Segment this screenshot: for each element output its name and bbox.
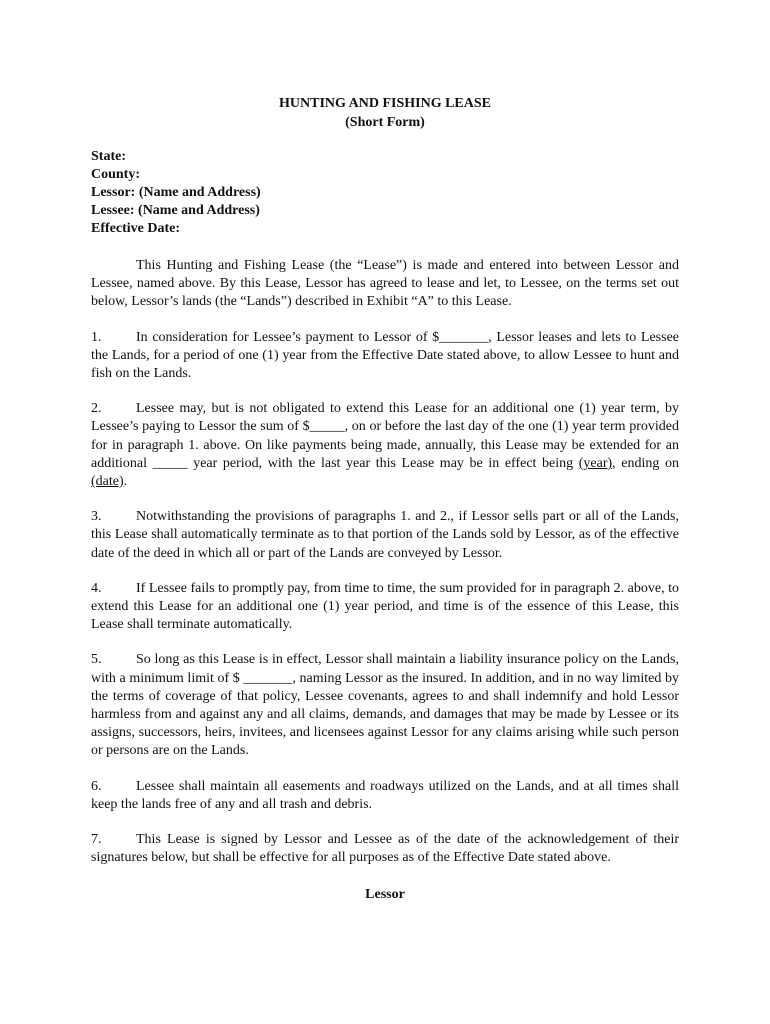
field-county: County: xyxy=(91,167,141,182)
field-effective-date: Effective Date: xyxy=(91,221,181,236)
signature-heading-lessor: Lessor xyxy=(365,887,405,902)
paragraph-text: This Lease is signed by Lessor and Lessee as of the date of the acknowledgement of their signatures below, but shall be effective for all purposes as of the Effective Date stated above. xyxy=(91,832,679,866)
paragraph-3 xyxy=(91,508,679,563)
paragraph-4 xyxy=(91,580,679,635)
blank-date: (date) xyxy=(91,474,124,490)
paragraph-text-end: . xyxy=(123,474,128,490)
blank-year: (year) xyxy=(578,455,613,471)
paragraph-text: If Lessee fails to promptly pay, from time to time, the sum provided for in paragraph 2. above, to extend this Lease for an additional one (1) year period, and time is of the essence of this Lease, this Lease shall terminate automatically. xyxy=(91,580,679,633)
field-lessee: Lessee: (Name and Address) xyxy=(91,203,260,218)
paragraph-text: Lessee shall maintain all easements and roadways utilized on the Lands, and at all times shall keep the lands free of any and all trash and debris. xyxy=(91,778,679,812)
header-fields xyxy=(91,148,261,238)
paragraph-number: 4. xyxy=(91,580,102,596)
paragraph-number: 3. xyxy=(91,509,102,525)
paragraph-5 xyxy=(91,651,679,760)
intro-paragraph: This Hunting and Fishing Lease (the “Lease”) is made and entered into between Lessor and Lessee, named above. By this Lease, Lessor has agreed to lease and let, to Lessee, on the terms set out below, Lessor’s lands (the “Lands”) described in Exhibit “A” to this Lease. xyxy=(91,258,679,310)
paragraph-7 xyxy=(91,831,679,867)
paragraph-number: 2. xyxy=(91,401,102,417)
paragraph-1 xyxy=(91,329,679,384)
paragraph-text: In consideration for Lessee’s payment to Lessor of $_______, Lessor leases and lets to Lessee the Lands, for a period of one (1) year from the Effective Date stated above, to allow Lessee to hunt and fish on the Lands. xyxy=(91,329,679,382)
paragraph-number: 6. xyxy=(91,778,102,794)
paragraph-text: Lessee may, but is not obligated to extend this Lease for an additional one (1) year term, by Lessee’s paying to Lessor the sum of $_____, on or before the last day of the one (1) year term provided for in paragraph 1. above. On like payments being made, annually, this Lease may be extended for an additional _____ year period, with the last year this Lease may be in effect being xyxy=(91,401,679,471)
field-lessor: Lessor: (Name and Address) xyxy=(91,185,261,200)
paragraph-text: Notwithstanding the provisions of paragraphs 1. and 2., if Lessor sells part or all of the Lands, this Lease shall automatically terminate as to that portion of the Lands sold by Lessor, as of the effective date of the deed in which all or part of the Lands are conveyed by Lessor. xyxy=(91,509,679,561)
field-state: State: xyxy=(91,149,126,164)
paragraph-text: So long as this Lease is in effect, Lessor shall maintain a liability insurance policy on the Lands, with a minimum limit of $ _______, naming Lessor as the insured. In addition, and in no way limited by the terms of coverage of that policy, Lessee covenants, agrees to and shall indemnify and hold Lessor harmless from and against any and all claims, demands, and damages that may be made by Lessee or its assigns, successors, heirs, invitees, and licensees against Lessor for any claims arising while such person or persons are on the Lands. xyxy=(91,652,679,759)
paragraph-2 xyxy=(91,400,679,491)
title-block xyxy=(0,94,770,132)
paragraph-number: 5. xyxy=(91,652,102,668)
paragraph-number: 7. xyxy=(91,832,102,848)
document-subtitle: (Short Form) xyxy=(345,115,425,130)
document-title: HUNTING AND FISHING LEASE xyxy=(279,96,491,111)
paragraph-text-middle: , ending on xyxy=(612,455,679,471)
paragraph-6 xyxy=(91,778,679,814)
paragraph-number: 1. xyxy=(91,329,102,345)
body-text xyxy=(91,257,679,884)
